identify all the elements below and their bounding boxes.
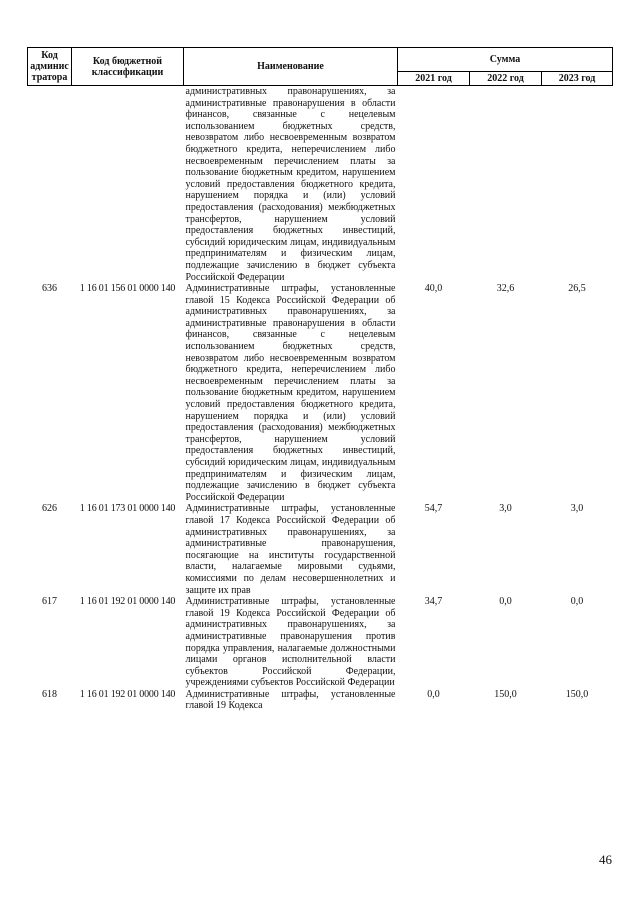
header-year-2023: 2023 год xyxy=(542,72,613,86)
budget-table xyxy=(27,47,613,712)
name-text: Административные штрафы, установленные главой 15 Кодекса Российской Федерации об административных правонарушениях, за административные правонарушения в области финансов, связанные с нецелевым использованием бюджетных средств, невозвратом либо несвоевременным возвратом бюджетного кредита, неперечислением либо несвоевременным перечислением платы за пользование бюджетным кредитом, нарушением условий предоставления бюджетного кредита, нарушением порядка и (или) условий предоставления (расходования) межбюджетных трансфертов, нарушением условий предоставления бюджетных инвестиций, субсидий юридическим лицам, индивидуальным предпринимателям и физическим лицам, подлежащие зачислению в бюджет субъекта Российской Федерации xyxy=(185,283,396,503)
amount-2023-cell: 3,0 xyxy=(570,503,584,515)
header-sum: Сумма xyxy=(398,48,613,72)
amount-2021-cell xyxy=(398,86,470,284)
table-body xyxy=(28,86,613,713)
table-row xyxy=(28,283,613,503)
name-text: Административные штрафы, установленные главой 19 Кодекса Российской Федерации об административных правонарушениях, за административные правонарушения против порядка управления, налагаемые должностными лицами органов исполнительной власти субъектов Российской Федерации, учреждениями субъектов Российской Федерации xyxy=(185,596,396,689)
amount-2022-cell: 32,6 xyxy=(496,283,515,295)
amount-2021-cell: 54,7 xyxy=(424,503,443,515)
name-cell xyxy=(184,283,398,503)
kbk-code-cell: 1 16 01 156 01 0000 140 xyxy=(79,283,176,295)
page-number: 46 xyxy=(599,852,612,867)
name-text: Административные штрафы, установленные главой 19 Кодекса xyxy=(185,688,396,712)
name-text: Административные штрафы, установленные главой 17 Кодекса Российской Федерации об административных правонарушениях, за административные правонарушения, посягающие на институты государственной власти, налагаемые мировыми судьями, комиссиями по делам несовершеннолетних и защите их прав xyxy=(185,503,396,596)
amount-2022-cell xyxy=(470,86,542,284)
name-cell xyxy=(184,689,398,712)
table-row xyxy=(28,503,613,596)
admin-code-cell: 636 xyxy=(42,283,57,295)
amount-2023-cell xyxy=(542,86,613,284)
amount-2022-cell: 150,0 xyxy=(494,688,517,700)
table-row xyxy=(28,689,613,712)
header-name: Наименование xyxy=(184,48,398,86)
name-cell xyxy=(184,596,398,689)
amount-2021-cell: 34,7 xyxy=(424,596,443,608)
kbk-code-cell: 1 16 01 173 01 0000 140 xyxy=(79,503,176,515)
header-admin-code: Код админис тратора xyxy=(28,48,72,86)
kbk-code-cell: 1 16 01 192 01 0000 140 xyxy=(79,596,176,608)
header-kbk-code: Код бюджетной классификации xyxy=(72,48,184,86)
table-row xyxy=(28,596,613,689)
amount-2021-cell: 40,0 xyxy=(424,283,443,295)
admin-code-cell: 618 xyxy=(42,688,57,700)
name-text: административных правонарушениях, за административные правонарушения в области финансов, связанные с нецелевым использованием бюджетных средств, невозвратом либо несвоевременным возвратом бюджетного кредита, неперечислением либо несвоевременным перечислением платы за пользование бюджетным кредитом, нарушением условий предоставления бюджетного кредита, нарушением порядка и (или) условий предоставления (расходования) межбюджетных трансфертов, нарушением условий предоставления бюджетных инвестиций, субсидий юридическим лицам, индивидуальным предпринимателям и физическим лицам, подлежащие зачислению в бюджет субъекта Российской Федерации xyxy=(185,86,396,283)
table-row xyxy=(28,86,613,284)
name-cell xyxy=(184,86,398,284)
kbk-code-cell: 1 16 01 192 01 0000 140 xyxy=(79,688,176,700)
admin-code-cell: 617 xyxy=(42,596,57,608)
amount-2023-cell: 0,0 xyxy=(570,596,584,608)
kbk-code-cell xyxy=(72,86,184,284)
header-year-2021: 2021 год xyxy=(398,72,470,86)
name-cell xyxy=(184,503,398,596)
amount-2022-cell: 3,0 xyxy=(499,503,512,515)
amount-2023-cell: 26,5 xyxy=(568,283,586,295)
table-header xyxy=(28,48,613,86)
admin-code-cell: 626 xyxy=(42,503,57,515)
amount-2023-cell: 150,0 xyxy=(565,688,589,700)
admin-code-cell xyxy=(28,86,72,284)
amount-2021-cell: 0,0 xyxy=(427,688,440,700)
header-year-2022: 2022 год xyxy=(470,72,542,86)
amount-2022-cell: 0,0 xyxy=(499,596,512,608)
